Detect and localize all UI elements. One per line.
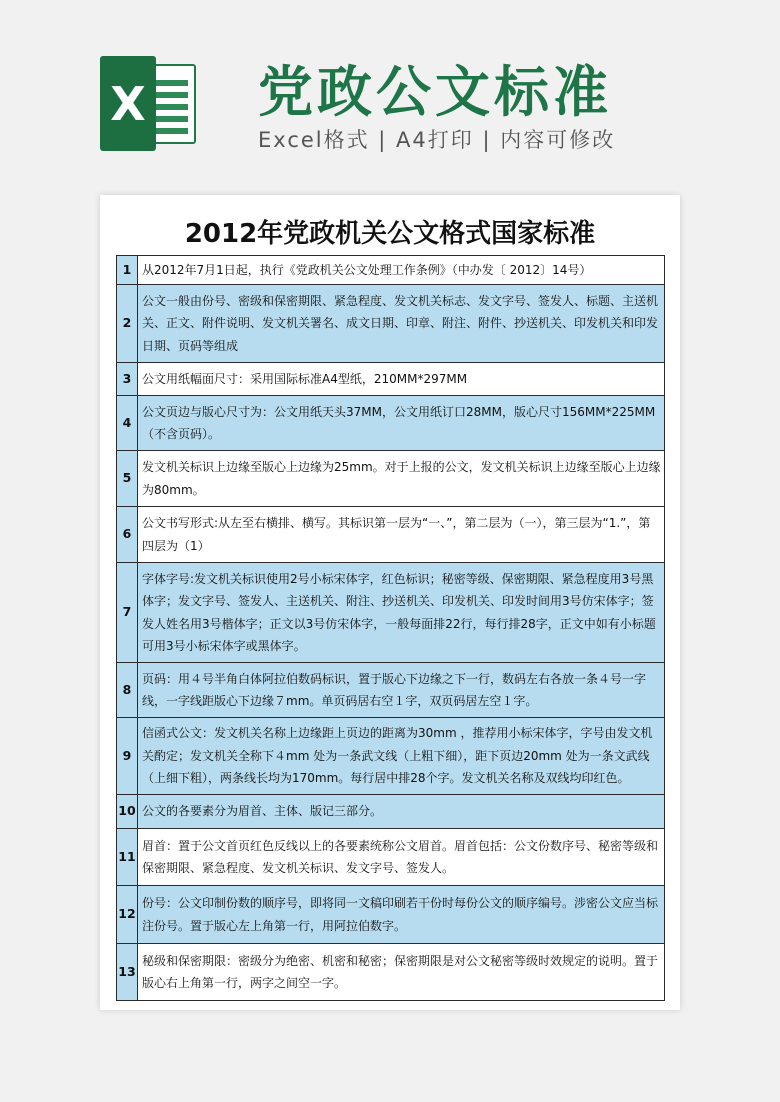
row-text: 份号：公文印制份数的顺序号，即将同一文稿印刷若干份时每份公文的顺序编号。涉密公文应当标注份号。置于版心左上角第一行，用阿拉伯数字。 [138, 886, 665, 944]
row-text: 公文书写形式:从左至右横排、横写。其标识第一层为“一、”，第二层为（一），第三层为“1.”，第四层为（1） [138, 507, 665, 563]
row-number: 2 [117, 285, 138, 363]
row-number: 13 [117, 944, 138, 1001]
row-text: 公文的各要素分为眉首、主体、版记三部分。 [138, 795, 665, 829]
page-title: 党政公文标准 [258, 60, 613, 124]
row-text: 发文机关标识上边缘至版心上边缘为25mm。对于上报的公文，发文机关标识上边缘至版心上边缘为80mm。 [138, 451, 665, 507]
table-row [117, 944, 665, 1001]
table-row [117, 663, 665, 718]
row-number: 1 [117, 256, 138, 285]
row-text: 公文页边与版心尺寸为：公文用纸天头37MM，公文用纸订口28MM，版心尺寸156MM*225MM（不含页码）。 [138, 396, 665, 451]
table-row [117, 829, 665, 886]
table-row [117, 886, 665, 944]
row-number: 4 [117, 396, 138, 451]
excel-logo-icon [100, 56, 198, 151]
row-number: 12 [117, 886, 138, 944]
row-number: 5 [117, 451, 138, 507]
row-number: 11 [117, 829, 138, 886]
row-number: 6 [117, 507, 138, 563]
table-row [117, 396, 665, 451]
document-title: 2012年党政机关公文格式国家标准 [184, 219, 596, 249]
page-subtitle: Excel格式 | A4打印 | 内容可修改 [258, 128, 616, 152]
table-row [117, 285, 665, 363]
row-text: 公文一般由份号、密级和保密期限、紧急程度、发文机关标志、发文字号、签发人、标题、主送机关、正文、附件说明、发文机关署名、成文日期、印章、附注、附件、抄送机关、印发机关和印发日期、页码等组成 [138, 285, 665, 363]
row-text: 页码：用４号半角白体阿拉伯数码标识，置于版心下边缘之下一行，数码左右各放一条４号一字线，一字线距版心下边缘７mm。单页码居右空１字，双页码居左空１字。 [138, 663, 665, 718]
table-row [117, 256, 665, 285]
table-row [117, 718, 665, 795]
table-row [117, 795, 665, 829]
document-card [100, 195, 680, 1010]
excel-x-badge: X [100, 56, 156, 151]
row-text: 字体字号:发文机关标识使用2号小标宋体字，红色标识；秘密等级、保密期限、紧急程度用3号黑体字；发文字号、签发人、主送机关、附注、抄送机关、印发机关、印发时间用3号仿宋体字；签发人姓名用3号楷体字；正文以3号仿宋体字，一般每面排22行，每行排28字，正文中如有小标题可用3号小标宋体字或黑体字。 [138, 563, 665, 663]
row-text: 公文用纸幅面尺寸：采用国际标准A4型纸，210MM*297MM [138, 363, 665, 396]
row-number: 3 [117, 363, 138, 396]
standards-table [116, 255, 665, 1001]
row-text: 从2012年7月1日起，执行《党政机关公文处理工作条例》（中办发〔 2012〕14号） [138, 256, 665, 285]
row-number: 9 [117, 718, 138, 795]
row-number: 10 [117, 795, 138, 829]
row-number: 8 [117, 663, 138, 718]
table-row [117, 507, 665, 563]
row-number: 7 [117, 563, 138, 663]
row-text: 秘级和保密期限：密级分为绝密、机密和秘密；保密期限是对公文秘密等级时效规定的说明。置于版心右上角第一行，两字之间空一字。 [138, 944, 665, 1001]
row-text: 信函式公文：发文机关名称上边缘距上页边的距离为30mm ，推荐用小标宋体字，字号由发文机关酌定；发文机关全称下４mm 处为一条武文线（上粗下细），距下页边20mm 处为一条文武线（上细下粗），两条线长均为170mm。每行居中排28个字。发文机关名称及双线均印红色。 [138, 718, 665, 795]
page-header [0, 0, 780, 185]
row-text: 眉首：置于公文首页红色反线以上的各要素统称公文眉首。眉首包括：公文份数序号、秘密等级和保密期限、紧急程度、发文机关标识、发文字号、签发人。 [138, 829, 665, 886]
table-row [117, 363, 665, 396]
table-row [117, 563, 665, 663]
table-row [117, 451, 665, 507]
